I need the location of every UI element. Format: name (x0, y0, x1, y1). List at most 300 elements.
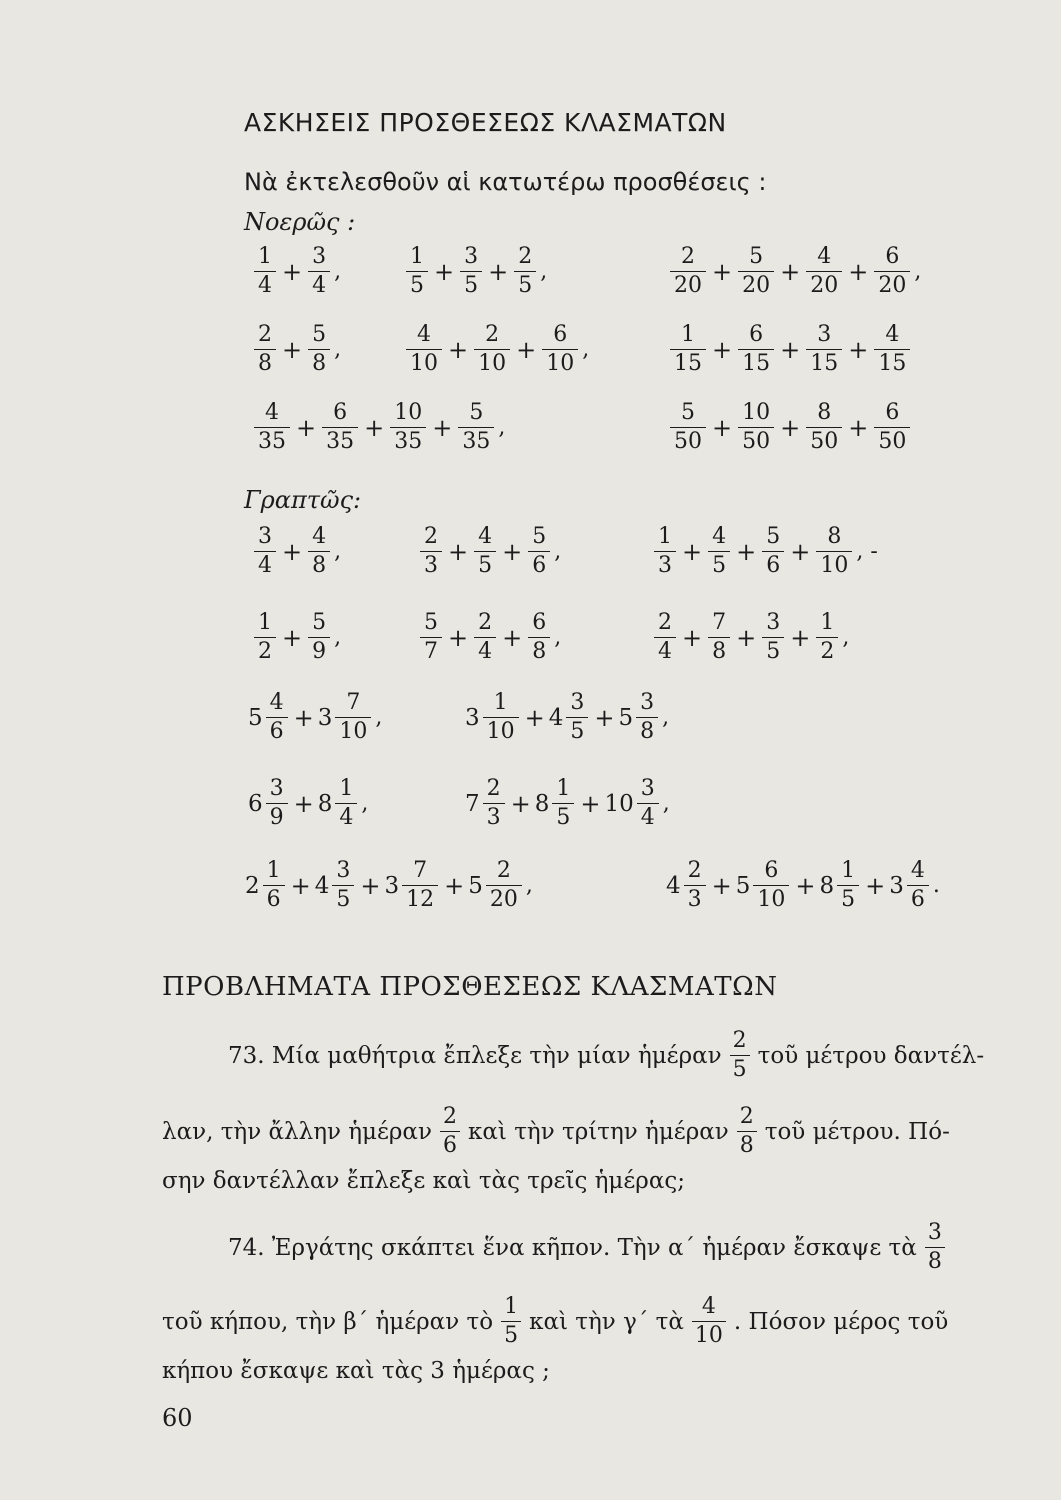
exercise (465, 692, 669, 743)
fraction (420, 526, 442, 577)
fraction (254, 526, 276, 577)
plus-sign: + (780, 413, 801, 442)
fraction (483, 692, 519, 743)
denominator: 15 (670, 349, 706, 375)
plus-sign: + (282, 257, 303, 286)
exercise (404, 246, 547, 297)
plus-sign: + (848, 335, 869, 364)
denominator: 50 (874, 427, 910, 453)
numerator: 6 (749, 322, 764, 347)
plus-sign: + (524, 703, 545, 732)
denominator: 20 (670, 271, 706, 297)
denominator: 8 (308, 349, 330, 375)
fraction (566, 692, 588, 743)
separator: , (662, 705, 670, 730)
exercise (668, 246, 921, 297)
plus-sign: + (848, 413, 869, 442)
fraction (501, 1296, 521, 1347)
problem-text: τοῦ μέτρου. Πό- (764, 1118, 950, 1145)
numerator: 6 (885, 400, 900, 425)
fraction (636, 692, 658, 743)
numerator: 4 (417, 322, 431, 347)
instruction-text: Νὰ ἐκτελεσθοῦν αἱ κατωτέρω προσθέσεις : (244, 168, 767, 196)
fraction (542, 324, 578, 375)
fraction (486, 860, 522, 911)
problem-text: καὶ τὴν τρίτην ἡμέραν (467, 1118, 729, 1145)
numerator: 5 (681, 400, 695, 425)
whole-number: 4 (666, 872, 681, 899)
fraction (528, 526, 550, 577)
numerator: 3 (312, 244, 327, 269)
numerator: 8 (817, 400, 832, 425)
fraction (670, 324, 706, 375)
numerator: 2 (681, 244, 695, 269)
problems-title: ΠΡΟΒΛΗΜΑΤΑ ΠΡΟΣΘΕΣΕΩΣ ΚΛΑΣΜΑΤΩΝ (162, 972, 778, 1002)
numerator: 4 (265, 400, 279, 425)
numerator: 1 (493, 690, 508, 715)
fraction (670, 402, 706, 453)
fraction (406, 324, 442, 375)
denominator: 20 (486, 885, 522, 911)
plus-sign: + (780, 257, 801, 286)
denominator: 15 (738, 349, 774, 375)
exercise (248, 692, 382, 743)
denominator: 5 (566, 717, 588, 743)
whole-number: 8 (819, 872, 835, 899)
plus-sign: + (293, 703, 314, 732)
denominator: 6 (762, 551, 784, 577)
numerator: 6 (764, 858, 779, 883)
denominator: 35 (390, 427, 426, 453)
denominator: 20 (874, 271, 910, 297)
problem-text: τοῦ κήπου, τὴν β΄ ἡμέραν τὸ (162, 1308, 494, 1335)
fraction (254, 402, 290, 453)
denominator: 4 (654, 637, 676, 663)
separator: , (582, 337, 590, 362)
problem-line (162, 1106, 950, 1157)
fraction (762, 526, 784, 577)
fraction (670, 246, 706, 297)
plus-sign: + (290, 871, 311, 900)
denominator: 50 (806, 427, 842, 453)
mental-label: Νοερῶς : (244, 208, 356, 236)
fraction (266, 692, 288, 743)
numerator: 1 (410, 244, 424, 269)
plus-sign: + (282, 537, 303, 566)
numerator: 3 (336, 858, 351, 883)
fraction (420, 612, 442, 663)
numerator: 3 (927, 1220, 942, 1245)
fraction (390, 402, 426, 453)
denominator: 10 (753, 885, 789, 911)
denominator: 5 (552, 803, 574, 829)
numerator: 1 (266, 858, 281, 883)
numerator: 1 (841, 858, 856, 883)
numerator: 7 (712, 610, 727, 635)
fraction (402, 860, 438, 911)
exercise (252, 402, 505, 453)
denominator: 12 (402, 885, 438, 911)
whole-number: 7 (465, 790, 480, 817)
fraction (322, 402, 358, 453)
plus-sign: + (848, 257, 869, 286)
fraction (708, 526, 730, 577)
denominator: 5 (762, 637, 784, 663)
fraction (474, 526, 496, 577)
numerator: 4 (885, 322, 900, 347)
whole-number: 3 (317, 704, 333, 731)
whole-number: 5 (468, 872, 483, 899)
denominator: 8 (308, 551, 330, 577)
numerator: 3 (817, 322, 832, 347)
fraction (263, 860, 285, 911)
denominator: 50 (738, 427, 774, 453)
problem-text: 73. Μία μαθήτρια ἔπλεξε τὴν μίαν ἡμέραν (228, 1042, 722, 1069)
numerator: 3 (258, 524, 272, 549)
problem-text: . Πόσον μέρος τοῦ (733, 1308, 949, 1335)
denominator: 5 (460, 271, 482, 297)
numerator: 7 (346, 690, 361, 715)
numerator: 3 (766, 610, 781, 635)
fraction (874, 324, 910, 375)
denominator: 9 (308, 637, 330, 663)
plus-sign: + (510, 789, 531, 818)
numerator: 4 (269, 690, 284, 715)
separator: , (334, 259, 342, 284)
plus-sign: + (360, 871, 381, 900)
fraction (266, 778, 288, 829)
numerator: 4 (817, 244, 832, 269)
numerator: 1 (258, 610, 272, 635)
denominator: 10 (335, 717, 371, 743)
numerator: 1 (681, 322, 695, 347)
exercise (252, 324, 341, 375)
problem-text: λαν, τὴν ἄλλην ἡμέραν (162, 1118, 432, 1145)
separator: . (932, 873, 940, 898)
numerator: 6 (885, 244, 900, 269)
numerator: 3 (570, 690, 585, 715)
problem-line (162, 1358, 550, 1384)
denominator: 5 (474, 551, 496, 577)
problem-text: τοῦ μέτρου δαντέλ- (757, 1042, 985, 1069)
denominator: 7 (420, 637, 442, 663)
denominator: 5 (730, 1055, 750, 1081)
numerator: 4 (910, 858, 925, 883)
fraction (460, 246, 482, 297)
fraction (874, 246, 910, 297)
plus-sign: + (790, 537, 811, 566)
whole-number: 3 (384, 872, 400, 899)
numerator: 6 (532, 610, 547, 635)
numerator: 2 (739, 1104, 754, 1129)
plus-sign: + (502, 537, 523, 566)
plus-sign: + (444, 871, 465, 900)
plus-sign: + (682, 537, 703, 566)
whole-number: 5 (735, 872, 751, 899)
separator: , (554, 539, 562, 564)
numerator: 5 (312, 610, 327, 635)
numerator: 2 (732, 1028, 747, 1053)
fraction (254, 612, 276, 663)
numerator: 1 (658, 524, 672, 549)
exercise (418, 612, 561, 663)
plus-sign: + (580, 789, 601, 818)
fraction (806, 246, 842, 297)
denominator: 10 (483, 717, 519, 743)
fraction (308, 612, 330, 663)
plus-sign: + (780, 335, 801, 364)
plus-sign: + (434, 257, 455, 286)
numerator: 1 (820, 610, 835, 635)
plus-sign: + (448, 335, 469, 364)
exercise (248, 778, 368, 829)
fraction (308, 324, 330, 375)
numerator: 1 (258, 244, 272, 269)
written-label: Γραπτῶς: (244, 486, 362, 514)
exercise (668, 402, 912, 453)
numerator: 2 (486, 776, 501, 801)
fraction (753, 860, 789, 911)
exercise (404, 324, 589, 375)
plus-sign: + (712, 257, 733, 286)
plus-sign: + (282, 335, 303, 364)
problem-text: σην δαντέλλαν ἔπλεξε καὶ τὰς τρεῖς ἡμέρας; (162, 1168, 685, 1194)
denominator: 8 (925, 1247, 945, 1273)
denominator: 5 (514, 271, 536, 297)
plus-sign: + (364, 413, 385, 442)
separator: , (361, 791, 369, 816)
numerator: 5 (312, 322, 327, 347)
problem-line (162, 1168, 685, 1194)
numerator: 4 (701, 1294, 716, 1319)
numerator: 6 (333, 400, 348, 425)
plus-sign: + (712, 413, 733, 442)
fraction (335, 778, 357, 829)
denominator: 5 (837, 885, 859, 911)
denominator: 3 (684, 885, 706, 911)
whole-number: 8 (534, 790, 550, 817)
plus-sign: + (711, 871, 732, 900)
whole-number: 4 (314, 872, 330, 899)
numerator: 2 (485, 322, 500, 347)
whole-number: 2 (245, 872, 260, 899)
numerator: 4 (312, 524, 327, 549)
fraction (684, 860, 706, 911)
numerator: 6 (553, 322, 568, 347)
denominator: 5 (501, 1321, 521, 1347)
numerator: 8 (827, 524, 842, 549)
exercise (668, 324, 912, 375)
separator: , (334, 337, 342, 362)
denominator: 2 (254, 637, 276, 663)
page-number: 60 (162, 1404, 193, 1432)
fraction (738, 324, 774, 375)
numerator: 2 (478, 610, 493, 635)
numerator: 1 (339, 776, 354, 801)
separator: , (375, 705, 383, 730)
plus-sign: + (296, 413, 317, 442)
whole-number: 3 (889, 872, 904, 899)
denominator: 8 (636, 717, 658, 743)
fraction (474, 324, 510, 375)
exercise (418, 526, 561, 577)
fraction (837, 860, 859, 911)
plus-sign: + (712, 335, 733, 364)
numerator: 3 (464, 244, 479, 269)
separator: , (554, 625, 562, 650)
plus-sign: + (736, 537, 757, 566)
numerator: 2 (658, 610, 672, 635)
separator: , (914, 259, 922, 284)
fraction (925, 1222, 945, 1273)
denominator: 6 (528, 551, 550, 577)
denominator: 3 (483, 803, 505, 829)
fraction (738, 402, 774, 453)
fraction (762, 612, 784, 663)
numerator: 7 (413, 858, 428, 883)
denominator: 4 (474, 637, 496, 663)
denominator: 35 (458, 427, 494, 453)
exercises-title: ΑΣΚΗΣΕΙΣ ΠΡΟΣΘΕΣΕΩΣ ΚΛΑΣΜΑΤΩΝ (244, 108, 727, 137)
numerator: 4 (712, 524, 727, 549)
separator: , (842, 625, 850, 650)
denominator: 10 (816, 551, 852, 577)
exercise (465, 778, 670, 829)
exercise (252, 612, 341, 663)
denominator: 50 (670, 427, 706, 453)
denominator: 4 (254, 271, 276, 297)
exercise (252, 526, 341, 577)
whole-number: 5 (248, 704, 263, 731)
problem-text: κήπου ἔσκαψε καὶ τὰς 3 ἡμέρας ; (162, 1358, 550, 1384)
denominator: 10 (692, 1321, 726, 1347)
denominator: 20 (738, 271, 774, 297)
plus-sign: + (502, 623, 523, 652)
fraction (528, 612, 550, 663)
fraction (806, 324, 842, 375)
whole-number: 4 (548, 704, 564, 731)
problem-line (162, 1296, 948, 1347)
plus-sign: + (448, 623, 469, 652)
fraction (483, 778, 505, 829)
separator: , (525, 873, 533, 898)
fraction (474, 612, 496, 663)
plus-sign: + (516, 335, 537, 364)
problem-text: καὶ τὴν γ΄ τὰ (529, 1308, 684, 1335)
numerator: 2 (518, 244, 533, 269)
plus-sign: + (432, 413, 453, 442)
numerator: 2 (258, 322, 272, 347)
numerator: 2 (687, 858, 702, 883)
plus-sign: + (865, 871, 886, 900)
plus-sign: + (594, 703, 615, 732)
plus-sign: + (488, 257, 509, 286)
fraction (692, 1296, 726, 1347)
whole-number: 10 (604, 790, 634, 817)
exercise (252, 246, 341, 297)
plus-sign: + (790, 623, 811, 652)
fraction (730, 1030, 750, 1081)
denominator: 3 (420, 551, 442, 577)
problem-text: 74. Ἐργάτης σκάπτει ἕνα κῆπον. Τὴν α΄ ἡμέραν ἔσκαψε τὰ (228, 1234, 917, 1261)
denominator: 20 (806, 271, 842, 297)
fraction (458, 402, 494, 453)
fraction (816, 612, 838, 663)
numerator: 5 (766, 524, 781, 549)
fraction (254, 324, 276, 375)
fraction (335, 692, 371, 743)
denominator: 4 (308, 271, 330, 297)
denominator: 2 (816, 637, 838, 663)
fraction (440, 1106, 460, 1157)
fraction (308, 526, 330, 577)
whole-number: 6 (248, 790, 263, 817)
fraction (308, 246, 330, 297)
numerator: 2 (424, 524, 438, 549)
denominator: 8 (708, 637, 730, 663)
denominator: 4 (637, 803, 659, 829)
numerator: 1 (556, 776, 571, 801)
problem-line (228, 1222, 953, 1273)
fraction (654, 526, 676, 577)
fraction (254, 246, 276, 297)
plus-sign: + (795, 871, 816, 900)
plus-sign: + (736, 623, 757, 652)
denominator: 5 (708, 551, 730, 577)
denominator: 10 (474, 349, 510, 375)
separator: , - (856, 539, 878, 564)
numerator: 1 (504, 1294, 519, 1319)
whole-number: 3 (465, 704, 480, 731)
exercise (245, 860, 533, 911)
fraction (806, 402, 842, 453)
exercise (652, 526, 878, 577)
numerator: 3 (640, 690, 655, 715)
whole-number: 8 (317, 790, 333, 817)
fraction (406, 246, 428, 297)
denominator: 6 (907, 885, 929, 911)
problem-line (228, 1030, 984, 1081)
denominator: 4 (335, 803, 357, 829)
denominator: 8 (254, 349, 276, 375)
fraction (552, 778, 574, 829)
separator: , (540, 259, 548, 284)
denominator: 8 (737, 1131, 757, 1157)
whole-number: 5 (618, 704, 634, 731)
denominator: 8 (528, 637, 550, 663)
fraction (738, 246, 774, 297)
numerator: 10 (742, 400, 771, 425)
numerator: 2 (442, 1104, 457, 1129)
denominator: 5 (332, 885, 354, 911)
plus-sign: + (682, 623, 703, 652)
fraction (514, 246, 536, 297)
fraction (654, 612, 676, 663)
denominator: 5 (406, 271, 428, 297)
numerator: 5 (424, 610, 438, 635)
denominator: 4 (254, 551, 276, 577)
separator: , (498, 415, 506, 440)
numerator: 10 (394, 400, 423, 425)
numerator: 5 (749, 244, 764, 269)
separator: , (334, 539, 342, 564)
denominator: 6 (440, 1131, 460, 1157)
numerator: 3 (269, 776, 284, 801)
fraction (708, 612, 730, 663)
denominator: 10 (542, 349, 578, 375)
numerator: 5 (532, 524, 547, 549)
denominator: 15 (874, 349, 910, 375)
